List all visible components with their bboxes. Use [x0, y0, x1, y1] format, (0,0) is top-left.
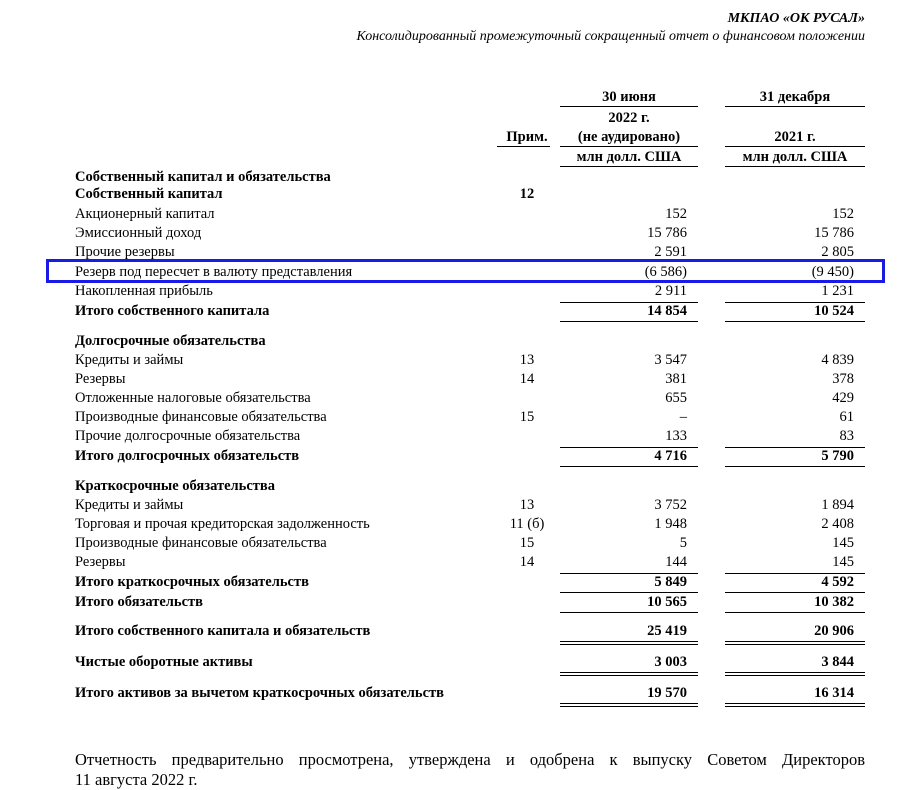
- row-value-2022: 14 854: [647, 303, 687, 319]
- row-label: Собственный капитал и обязательства: [75, 169, 331, 185]
- row-value-2021: 4 839: [821, 352, 854, 368]
- report-subtitle: Консолидированный промежуточный сокращенный отчет о финансовом положении: [356, 29, 865, 44]
- row-value-2021: 378: [832, 371, 854, 387]
- rule-grand-total-c1: [560, 641, 698, 645]
- row-value-2022: 5: [679, 535, 687, 551]
- row-value-2022: 152: [665, 206, 687, 222]
- row-label: Чистые оборотные активы: [75, 654, 253, 670]
- row-value-2021: 1 231: [821, 283, 854, 299]
- row-note: 11 (б): [509, 516, 545, 532]
- row-label: Итого активов за вычетом краткосрочных обязательств: [75, 685, 444, 701]
- row-value-2021: 15 786: [814, 225, 854, 241]
- row-value-2022: 381: [665, 371, 687, 387]
- col1-unit: млн долл. США: [576, 149, 682, 165]
- col1-header-rule2: [560, 146, 698, 147]
- row-label: Производные финансовые обязательства: [75, 535, 327, 551]
- row-label: Кредиты и займы: [75, 352, 184, 368]
- row-value-2022: 10 565: [647, 594, 687, 610]
- row-value-2022: 144: [665, 554, 687, 570]
- row-label: Резерв под пересчет в валюту представления: [75, 264, 353, 280]
- rule-st-bottom-c2: [725, 592, 865, 593]
- rule-lt-bottom-c1: [560, 466, 698, 467]
- note-column-header: Прим.: [506, 129, 548, 145]
- row-value-2021: 429: [832, 390, 854, 406]
- row-note: 14: [519, 554, 535, 570]
- row-label: Акционерный капитал: [75, 206, 215, 222]
- col2-header-line1: 31 декабря: [759, 89, 831, 105]
- col2-unit: млн долл. США: [742, 149, 848, 165]
- row-value-2022: (6 586): [644, 264, 687, 280]
- row-value-2021: 61: [839, 409, 854, 425]
- row-value-2021: 10 524: [814, 303, 854, 319]
- row-value-2021: 2 408: [821, 516, 854, 532]
- col1-header-line3: (не аудировано): [577, 129, 681, 145]
- row-note: 13: [519, 352, 535, 368]
- row-value-2022: 15 786: [647, 225, 687, 241]
- rule-equity-c2: [725, 302, 865, 303]
- row-value-2022: 25 419: [647, 623, 687, 639]
- rule-lt-c1: [560, 447, 698, 448]
- row-value-2022: 3 003: [654, 654, 687, 670]
- col2-unit-rule: [725, 166, 865, 167]
- row-value-2021: 145: [832, 535, 854, 551]
- row-value-2022: 2 591: [654, 244, 687, 260]
- rule-total-liab-c1: [560, 612, 698, 613]
- footer-line2: 11 августа 2022 г.: [75, 770, 198, 789]
- row-label: Итого собственного капитала и обязательств: [75, 623, 371, 639]
- rule-lt-c2: [725, 447, 865, 448]
- row-value-2022: 4 716: [654, 448, 687, 464]
- row-label: Эмиссионный доход: [75, 225, 202, 241]
- row-label: Краткосрочные обязательства: [75, 478, 275, 494]
- rule-st-c2: [725, 573, 865, 574]
- row-value-2022: 655: [665, 390, 687, 406]
- row-value-2021: 20 906: [814, 623, 854, 639]
- row-label: Долгосрочные обязательства: [75, 333, 266, 349]
- rule-total-liab-c2: [725, 612, 865, 613]
- row-value-2021: 4 592: [821, 574, 854, 590]
- row-value-2021: (9 450): [811, 264, 854, 280]
- col1-header-rule: [560, 106, 698, 107]
- col2-header-rule2: [725, 146, 865, 147]
- row-value-2022: –: [679, 409, 687, 425]
- row-label: Итого краткосрочных обязательств: [75, 574, 309, 590]
- row-label: Отложенные налоговые обязательства: [75, 390, 311, 406]
- row-value-2022: 19 570: [647, 685, 687, 701]
- highlight-box: [46, 259, 885, 283]
- rule-lt-bottom-c2: [725, 466, 865, 467]
- row-label: Резервы: [75, 554, 126, 570]
- row-value-2021: 2 805: [821, 244, 854, 260]
- col1-header-line2: 2022 г.: [608, 110, 650, 126]
- col1-unit-rule: [560, 166, 698, 167]
- row-note: 15: [519, 409, 535, 425]
- row-value-2022: 5 849: [654, 574, 687, 590]
- rule-st-bottom-c1: [560, 592, 698, 593]
- row-label: Накопленная прибыль: [75, 283, 213, 299]
- rule-net-assets-c1: [560, 703, 698, 707]
- row-note: 14: [519, 371, 535, 387]
- row-label: Итого долгосрочных обязательств: [75, 448, 300, 464]
- row-label: Кредиты и займы: [75, 497, 184, 513]
- row-note: 12: [519, 186, 535, 202]
- row-value-2021: 1 894: [821, 497, 854, 513]
- row-label: Прочие долгосрочные обязательства: [75, 428, 301, 444]
- rule-net-assets-c2: [725, 703, 865, 707]
- row-label: Резервы: [75, 371, 126, 387]
- row-label: Прочие резервы: [75, 244, 175, 260]
- rule-equity-bottom-c2: [725, 321, 865, 322]
- row-note: 15: [519, 535, 535, 551]
- rule-nwc-c2: [725, 672, 865, 676]
- row-value-2021: 152: [832, 206, 854, 222]
- rule-st-c1: [560, 573, 698, 574]
- note-header-rule: [497, 146, 550, 147]
- row-value-2021: 5 790: [821, 448, 854, 464]
- col1-header-line1: 30 июня: [602, 89, 656, 105]
- footer-line1: Отчетность предварительно просмотрена, утверждена и одобрена к выпуску Советом Директоров: [75, 750, 865, 769]
- row-value-2021: 83: [839, 428, 854, 444]
- row-label: Итого обязательств: [75, 594, 203, 610]
- row-value-2022: 3 547: [654, 352, 687, 368]
- row-value-2021: 16 314: [814, 685, 854, 701]
- col2-header-line2: 2021 г.: [774, 129, 816, 145]
- row-label: Собственный капитал: [75, 186, 223, 202]
- row-value-2021: 3 844: [821, 654, 854, 670]
- row-value-2022: 2 911: [654, 283, 687, 299]
- row-label: Производные финансовые обязательства: [75, 409, 327, 425]
- row-label: Торговая и прочая кредиторская задолженность: [75, 516, 370, 532]
- rule-equity-bottom-c1: [560, 321, 698, 322]
- row-value-2022: 3 752: [654, 497, 687, 513]
- rule-grand-total-c2: [725, 641, 865, 645]
- company-name: МКПАО «ОК РУСАЛ»: [727, 11, 865, 26]
- row-value-2021: 145: [832, 554, 854, 570]
- row-value-2022: 133: [665, 428, 687, 444]
- row-label: Итого собственного капитала: [75, 303, 270, 319]
- col2-header-rule: [725, 106, 865, 107]
- row-note: 13: [519, 497, 535, 513]
- row-value-2021: 10 382: [814, 594, 854, 610]
- rule-nwc-c1: [560, 672, 698, 676]
- rule-equity-c1: [560, 302, 698, 303]
- footer-text: [75, 750, 865, 790]
- row-value-2022: 1 948: [654, 516, 687, 532]
